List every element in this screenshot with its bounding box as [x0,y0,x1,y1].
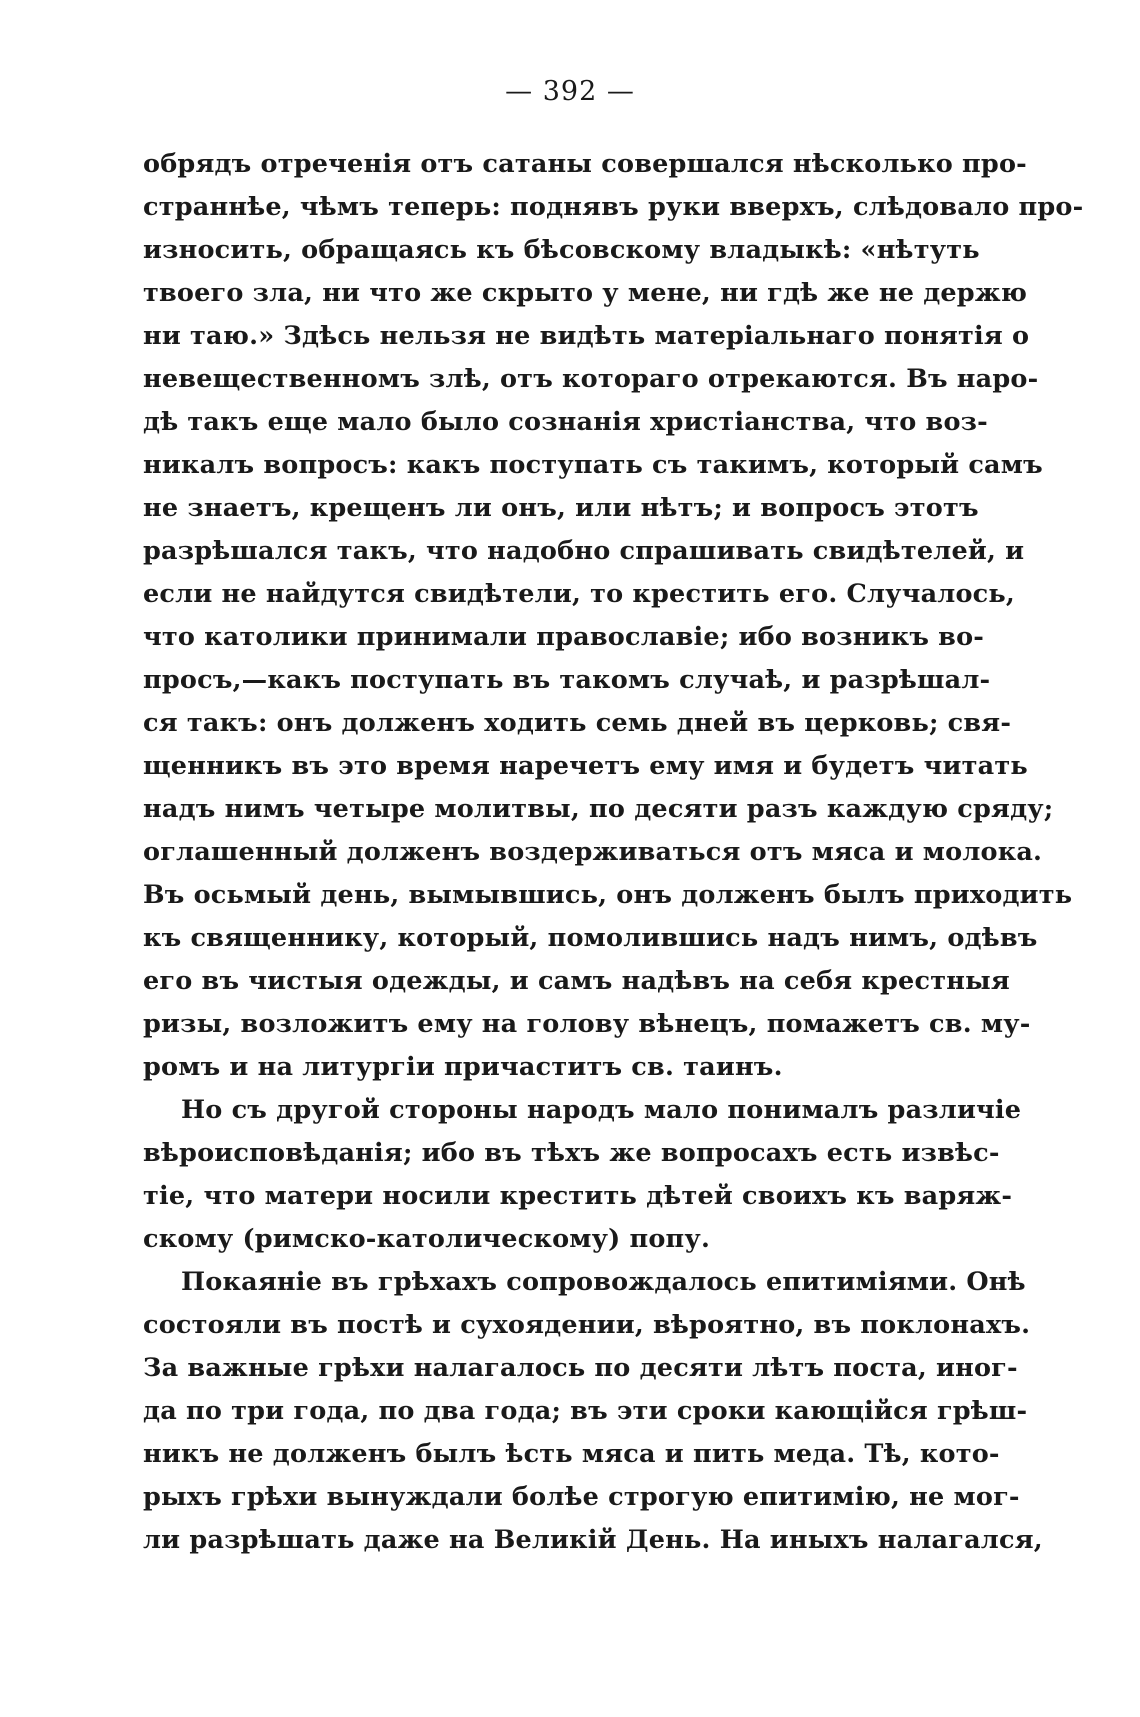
paragraph [143,143,1084,1089]
text-line: рыхъ грѣхи вынуждали болѣе строгую епитимію, не мог- [143,1482,1020,1512]
text-line: состояли въ постѣ и сухоядении, вѣроятно, въ поклонахъ. [143,1310,1031,1340]
text-line: ли разрѣшать даже на Великій День. На иныхъ налагался, [143,1525,1043,1555]
text-line: оглашенный долженъ воздерживаться отъ мяса и молока. [143,837,1043,867]
text-line: его въ чистыя одежды, и самъ надѣвъ на себя крестныя [143,966,1010,996]
text-line: ромъ и на литургіи причаститъ св. таинъ. [143,1052,783,1082]
text-line: страннѣе, чѣмъ теперь: поднявъ руки вверхъ, слѣдовало про- [143,192,1084,222]
page-number: — 392 — [505,76,635,107]
text-line: невещественномъ злѣ, отъ котораго отрекаются. Въ наро- [143,364,1039,394]
text-line: къ священнику, который, помолившись надъ нимъ, одѣвъ [143,923,1038,953]
text-line: дѣ такъ еще мало было сознанія христіанства, что воз- [143,407,988,437]
text-line: что католики принимали православіе; ибо возникъ во- [143,622,985,652]
text-line: ризы, возложитъ ему на голову вѣнецъ, помажетъ св. му- [143,1009,1031,1039]
text-line: если не найдутся свидѣтели, то крестить его. Случалось, [143,579,1015,609]
text-line: вѣроисповѣданія; ибо въ тѣхъ же вопросахъ есть извѣс- [143,1138,1000,1168]
text-line: За важные грѣхи налагалось по десяти лѣтъ поста, иног- [143,1353,1018,1383]
text-line: Въ осьмый день, вымывшись, онъ долженъ былъ приходить [143,880,1073,910]
text-line: не знаетъ, крещенъ ли онъ, или нѣтъ; и вопросъ этотъ [143,493,979,523]
text-line: никъ не долженъ былъ ѣсть мяса и пить меда. Тѣ, кото- [143,1439,1000,1469]
text-line: износить, обращаясь къ бѣсовскому владыкѣ: «нѣтуть [143,235,980,265]
text-line: просъ,—какъ поступать въ такомъ случаѣ, и разрѣшал- [143,665,991,695]
text-line: скому (римско-католическому) попу. [143,1224,711,1254]
text-line: тіе, что матери носили крестить дѣтей своихъ къ варяж- [143,1181,1013,1211]
text-line: надъ нимъ четыре молитвы, по десяти разъ каждую сряду; [143,794,1054,824]
body-text [143,143,1084,1562]
text-line: обрядъ отреченія отъ сатаны совершался нѣсколько про- [143,149,1027,179]
text-line: щенникъ въ это время наречетъ ему имя и будетъ читать [143,751,1028,781]
text-line: да по три года, по два года; въ эти сроки кающійся грѣш- [143,1396,1028,1426]
text-line: Но съ другой стороны народъ мало понималъ различіе [181,1095,1022,1125]
text-line: ни таю.» Здѣсь нельзя не видѣть матеріальнаго понятія о [143,321,1030,351]
text-line: Покаяніе въ грѣхахъ сопровождалось епитиміями. Онѣ [181,1267,1026,1297]
text-line: никалъ вопросъ: какъ поступать съ такимъ, который самъ [143,450,1043,480]
text-line: разрѣшался такъ, что надобно спрашивать свидѣтелей, и [143,536,1025,566]
text-line: ся такъ: онъ долженъ ходить семь дней въ церковь; свя- [143,708,1012,738]
text-line: твоего зла, ни что же скрыто у мене, ни гдѣ же не держю [143,278,1028,308]
paragraph [143,1089,1022,1261]
paragraph [143,1261,1043,1562]
